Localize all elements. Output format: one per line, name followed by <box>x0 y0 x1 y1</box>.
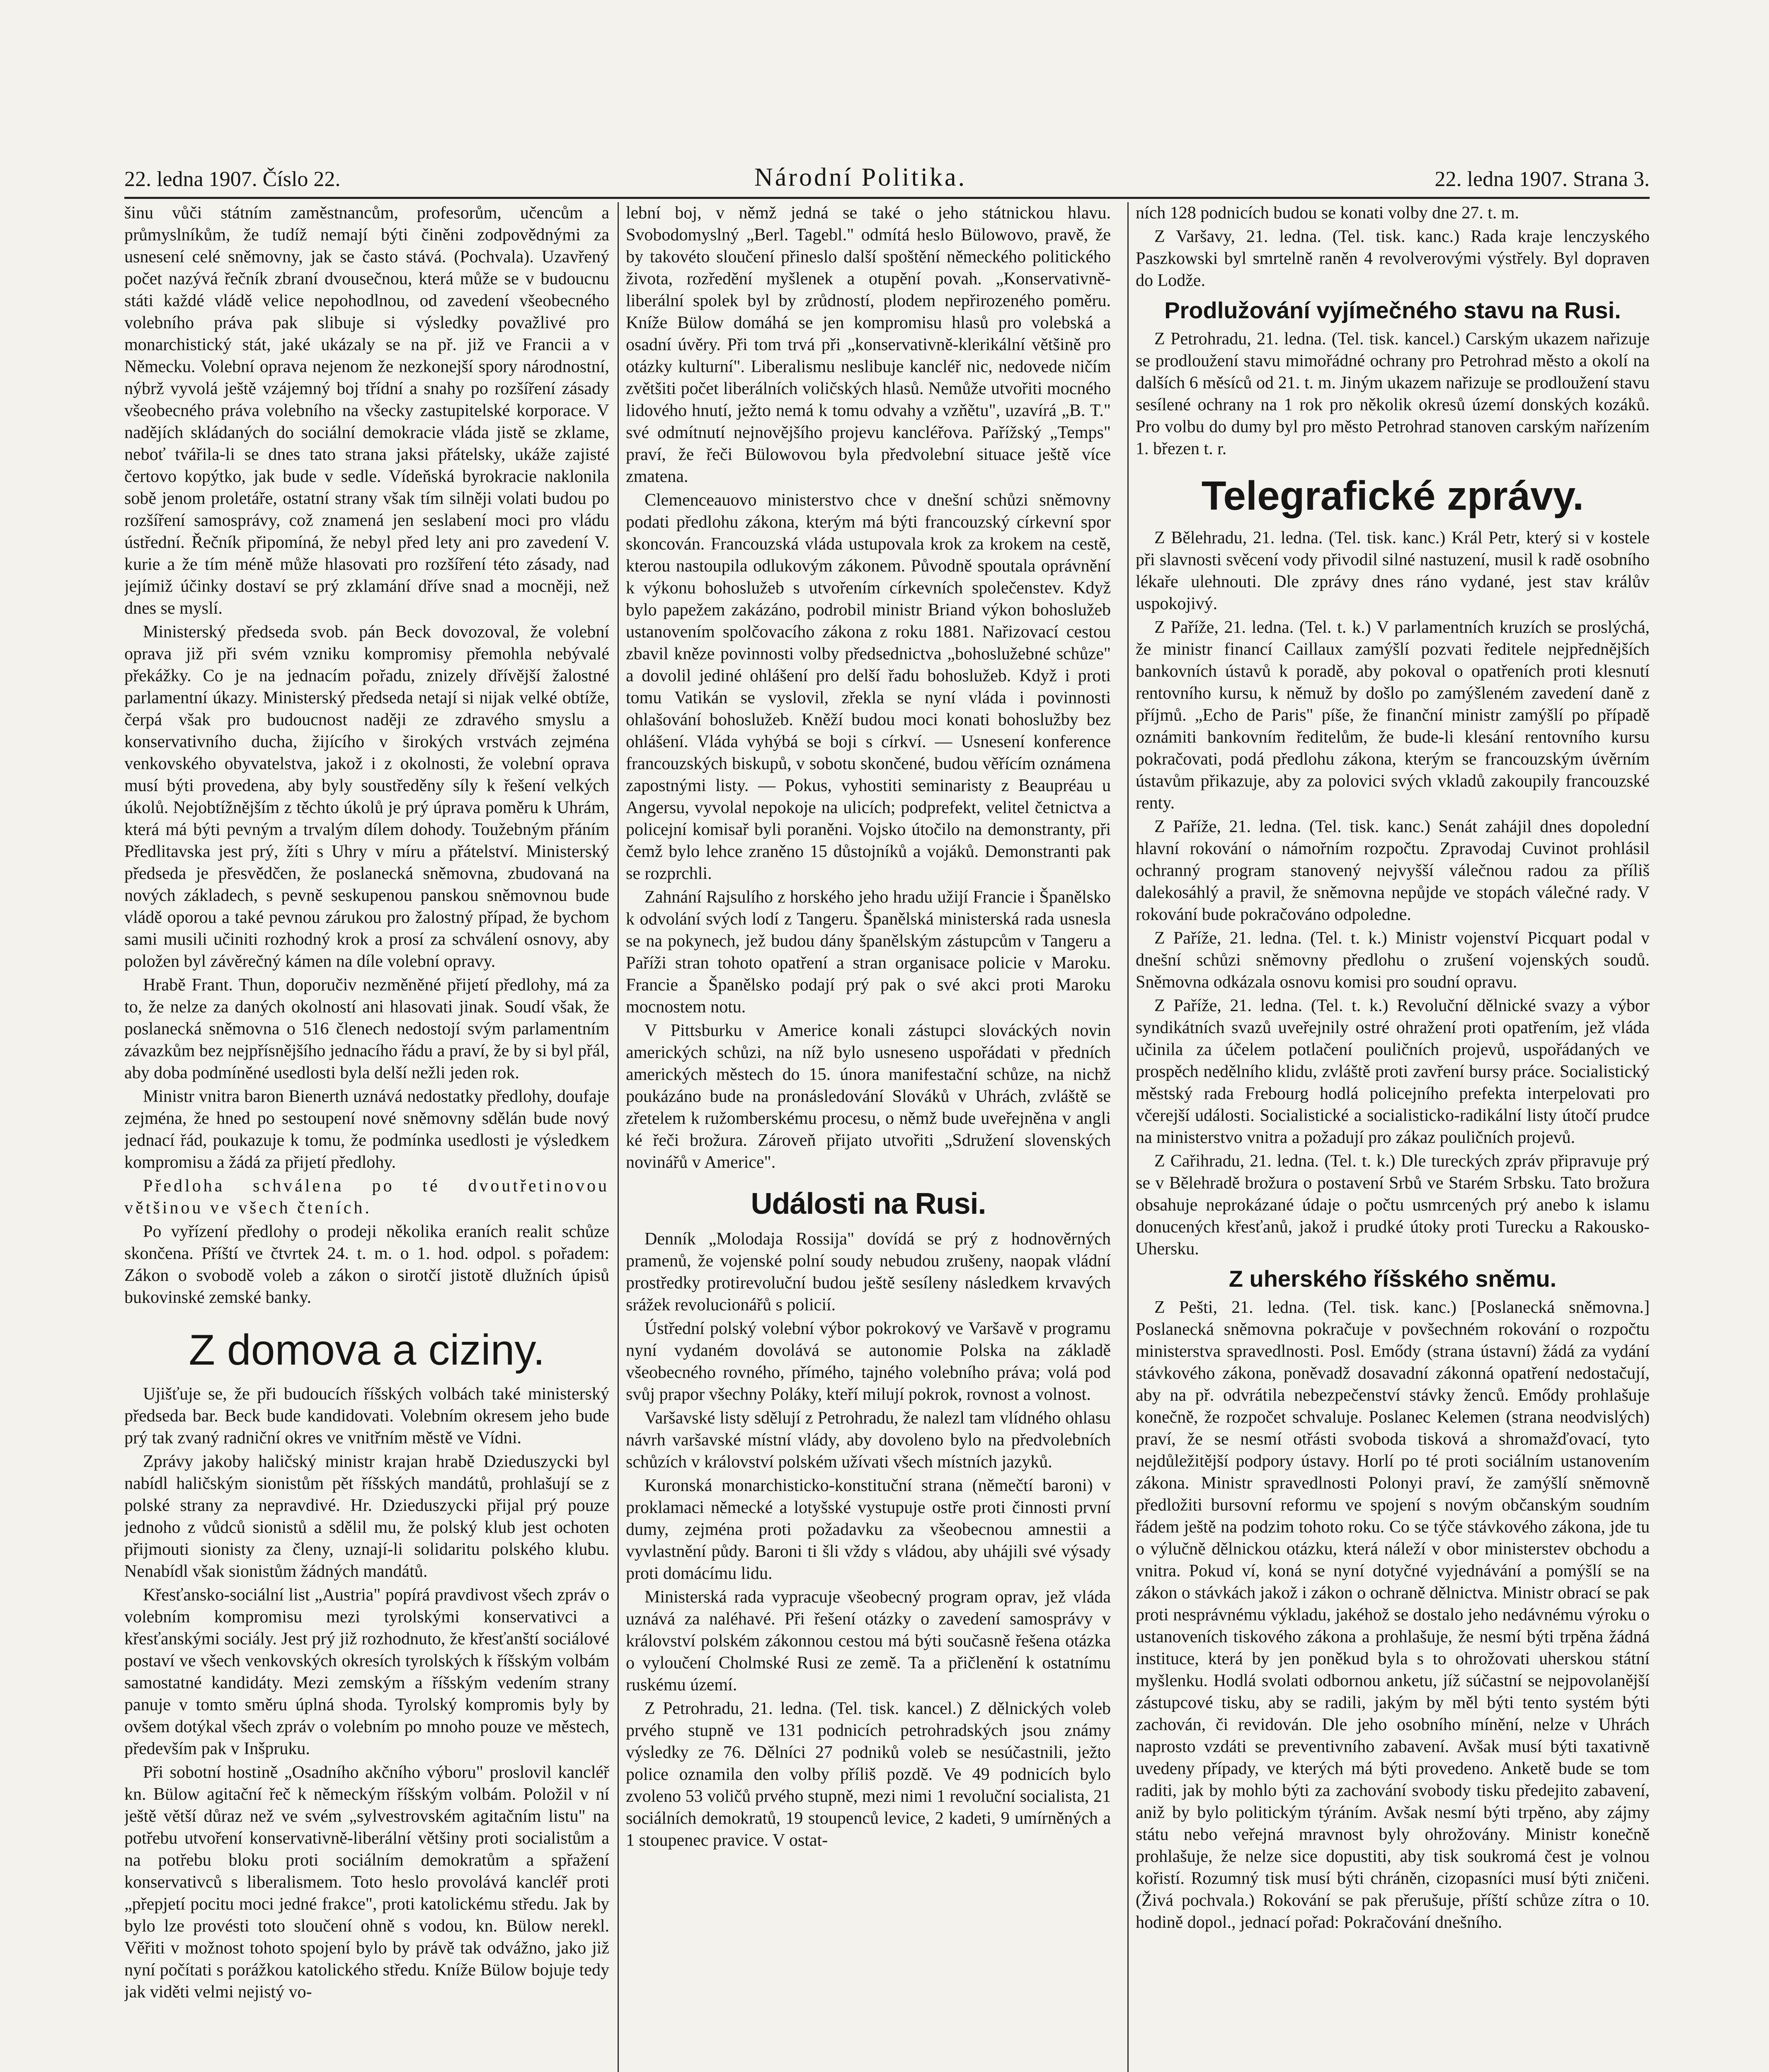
article-paragraph: Z Varšavy, 21. ledna. (Tel. tisk. kanc.) Rada kraje lenczyského Paszkowski byl smrtelně raněn 4 revolverovými výstřely. Byl dopraven do Lodže. <box>1136 227 1650 290</box>
column-rule <box>618 202 619 2072</box>
article-paragraph: Clemenceauovo ministerstvo chce v dnešní schůzi sněmovny podati předlohu zákona, kterým má býti francouzský církevní spor skoncován. Francouzská vláda ustupovala krok za krokem na cestě, kterou nastoupila odlukovým zákonem. Původně spoutala oprávnění k výkonu bohoslužeb s utvořením církevních společenstev. Když bylo papežem zakázáno, podrobil ministr Briand výkon bohoslužeb ustanovením spolčovacího zákona z roku 1881. Nařizovací cestou zbavil kněze povinnosti volby předsednictva „bohoslužebné schůze" a dovolil jediné ohlášení pro delší řadu bohoslužeb. Když i proti tomu Vatikán se vyslovil, zřekla se nyní vláda i povinnosti ohlašování bohoslužeb. Kněží budou moci konati bohoslužby bez ohlášení. Vláda vyhýbá se boji s církví. — Usnesení konference francouzských biskupů, v sobotu skončené, budou věřícím oznámena zapostnými listy. — Pokus, vyhostiti seminaristy z Beaupréau u Angersu, vyvolal nepokoje na ulicích; podprefekt, velitel četnictva a policejní komisař byli poraněni. Vojsko útočilo na demonstranty, při čemž bylo lehce zraněno 15 důstojníků a vojáků. Demonstranti pak se rozprchli. <box>626 491 1111 883</box>
article-paragraph: Po vyřízení předlohy o prodeji několika eraních realit schůze skončena. Příští ve čtvrtek 24. t. m. o 1. hod. odpol. s pořadem: Zákon o svobodě voleb a zákon o sirotčí jistotě dlužních úpisů bukovinské zemské banky. <box>124 1222 609 1307</box>
article-paragraph: Zahnání Rajsulího z horského jeho hradu užijí Francie i Španělsko k odvolání svých lodí z Tangeru. Španělská ministerská rada usnesla se na pokynech, jež budou dány španělským zástupcům v Tangeru a Paříži stran tohoto opatření a stran organisace policie v Maroku. Francie a Španělsko podají prý pak o své akci proti Maroku mocnostem notu. <box>626 888 1111 1017</box>
column-1 <box>124 202 609 2072</box>
article-paragraph: V Pittsburku v Americe konali zástupci slováckých novin amerických schůzi, na níž bylo usneseno uspořádati v předních amerických městech do 15. února manifestační schůze, na nichž poukázáno bude na pronásledování Slováků v Uhrách, zvláště se zřetelem k ružomberskému procesu, o němž bude uveřejněna v angli ké řeči brožura. Zároveň přijato utvořiti „Sdružení slovenských novinářů v Americe". <box>626 1021 1111 1172</box>
article-paragraph: Z Paříže, 21. ledna. (Tel. t. k.) V parlamentních kruzích se proslýchá, že ministr financí Caillaux zamýšlí pozvati ředitele nejpřednějších bankovních ústavů k poradě, aby pokoval o opatřeních proti klesnutí rentovního kursu, k němuž by došlo po zamýšleném zavedení daně z příjmů. „Echo de Paris" píše, že finanční ministr zamýšlí po případě oznámiti bankovním ředitelům, že bude-li klesání rentovního kursu pokračovati, podá předlohu zákona, kterým se francouzským úvěrním ústavům přikazuje, aby za polovici svých vkladů zakoupily francouzské renty. <box>1136 618 1650 813</box>
header-date-page: 22. ledna 1907. Strana 3. <box>1435 167 1650 191</box>
section-heading: Prodlužování vyjímečného stavu na Rusi. <box>1164 297 1621 323</box>
article-paragraph: šinu vůči státním zaměstnancům, profesorům, učencům a průmyslníkům, že tudíž nemají býti činěni zodpovědnými za usnesení celé sněmovny, jak se často stává. (Pochvala). Uzavřený počet nazývá řečník zbraní dvousečnou, která může se v budoucnu státi každé vládě velice nepohodlnou, od zavedení všeobecného volebního práva pak slibuje si výsledky považlivé pro monarchistický stát, jaké ukázaly se na př. již ve Francii a v Německu. Volební oprava nejenom že nezkonejší spory národnostní, nýbrž vyvolá ještě vzájemný boj třídní a snahy po rozšíření zásady všeobecného práva volebního na všecky zastupitelské korporace. V nadějích skládaných do sociální demokracie vláda jistě se zklame, neboť tvářila-li se dnes tato strana jaksi přátelsky, ukáže zajisté čertovo kopýtko, jak bude v sedle. Vídeňská byrokracie naklonila sobě jenom proletáře, ostatní strany však tím silněji volati budou po rozšíření samosprávy, což znamená jen seslabení moci pro vládu ústřední. Řečník připomíná, že nebyl před lety ani pro zavedení V. kurie a že tím méně může hlasovati pro rozšíření této zásady, nad jejímiž účinky dostaví se prý zklamání dříve snad a mocněji, než dnes se myslí. <box>124 203 609 618</box>
column-rule <box>1127 202 1129 2072</box>
article-paragraph: Z Paříže, 21. ledna. (Tel. t. k.) Revoluční dělnické svazy a výbor syndikátních svazů uveřejnily ostré ohražení proti opatřením, jež vláda učinila za účelem potlačení pouličních projevů, uspořádaných ve prospěch nedělního klidu, zvláště proti zavření bursy práce. Socialistický městský rada Frebourg hodlá policejního prefekta interpelovati pro včerejší události. Socialistické a socialisticko-radikální listy útočí prudce na ministerstvo vnitra a požadují pro zákaz pouličních projevů. <box>1136 996 1650 1147</box>
article-paragraph: Z Paříže, 21. ledna. (Tel. tisk. kanc.) Senát zahájil dnes dopolední hlavní rokování o námořním rozpočtu. Zpravodaj Cuvinot prohlásil ochranný program stanovený nejvyšší válečnou radou za příliš dalekosáhlý a pravil, že sněmovna nepůjde ve stopách válečné rady. V rokování bude pokračováno odpoledne. <box>1136 817 1650 924</box>
header-date-issue: 22. ledna 1907. Číslo 22. <box>124 167 341 191</box>
article-paragraph: Při sobotní hostině „Osadního akčního výboru" proslovil kancléř kn. Bülow agitační řeč k německým říšským volbám. Položil v ní ještě větší důraz než ve svém „sylvestrovském agitačním listu" na potřebu utvoření konservativně-liberální většiny proti socialistům a na potřebu bloku proti sociálním demokratům a spřažení konservativců s liberalismem. Toto heslo provolává kancléř proti „přepjetí pocitu moci jedné frakce", proti katolickému středu. Jak by bylo lze provésti toto sloučení ohně s vodou, kn. Bülow nerekl. Věřiti v možnost tohoto spojení bylo by právě tak odvážno, jako již nyní počítati s porážkou katolického středu. Kníže Bülow bojuje tedy jak viděti velmi nejistý vo- <box>124 1763 609 2002</box>
article-paragraph: ních 128 podnicích budou se konati volby dne 27. t. m. <box>1136 203 1519 223</box>
article-paragraph: lební boj, v němž jedná se také o jeho státnickou hlavu. Svobodomyslný „Berl. Tagebl." odmítá heslo Bülowovo, pravě, že by takovéto sloučení přineslo další spoštění německého politického života, rozředění myšlenek a otupění povah. „Konservativně-liberální spolek byl by zrůdností, plodem nepřirozeného poměru. Kníže Bülow domáhá se jen kompromisu hlasů pro volebská a osadní úvěry. Při tom trvá při „konservativně-klerikální většině pro otázky kulturní". Liberalismu neslibuje kancléř nic, nedovede ničím zvětšiti počet liberálních voličských hlasů. Nemůže utvořiti mocného lidového hnutí, ježto nemá k tomu odvahy a vzňětu", uzavírá „B. T." své odmítnutí nejnovějšího projevu kancléřova. Pařížský „Temps" praví, že řeči Bülowovou byla předvolební situace ještě více zmatena. <box>626 203 1111 486</box>
section-heading: Události na Rusi. <box>751 1187 986 1220</box>
article-paragraph: Předloha schválena po té dvoutřetinovou většinou ve všech čteních. <box>124 1176 609 1218</box>
article-paragraph: Z Pešti, 21. ledna. (Tel. tisk. kanc.) [Poslanecká sněmovna.] Poslanecká sněmovna pokračuje v povšechném rokování o rozpočtu ministerstva spravedlnosti. Posl. Emődy (strana ústavní) žádá za vydání stávkového zákona, poněvadž dosavadní zákonná opatření nedostačují, aby na př. odvrátila nebezpečenství stávky ženců. Emődy prohlašuje konečně, že rozpočet schvaluje. Poslanec Kelemen (strana neodvislých) praví, že se nesmí otřásti svoboda tisková a shromažďovací, tyto nejdůležitější podpory ústavy. Horlí po té proti sociálním ustanovením zákona. Ministr spravedlnosti Polonyi praví, že zamýšlí sněmovně předložiti bursovní reformu ve spojení s novým občanským soudním řádem ještě na podzim tohoto roku. Co se týče stávkového zákona, jde tu o výlučně dělnickou otázku, která náleží v obor ministerstev obchodu a vnitra. Pokud ví, koná se nyní dotyčné vyjednávání a pomýšlí se na zákon o stávkách jakož i zákon o ochraně dělnictva. Ministr obrací se pak proti nesprávnému výkladu, jakéhož se dostalo jeho nedávnému výroku o ustanoveních tiskového zákona a prohlašuje, že nesmí býti trpěna žádná instituce, která by jen poněkud byla s to ohrožovati uherskou státní myšlenku. Hodlá svolati odbornou anketu, jíž súčastní se nejpovolanější zástupcové tisku, aby se radili, jakým by měl býti tento systém býti zachován, či revidován. Dle jeho osobního mínění, nelze v Uhrách naprosto vzdáti se preventivního zabavení. Avšak musí býti taxativně uvedeny případy, ve kterých má býti provedeno. Anketě bude se tom raditi, jak by mohlo býti za zachování svobody tisku předejito zabavení, aniž by bylo politickým týráním. Avšak nesmí býti trpěno, aby zájmy státu nebo veřejná mravnost byly ohrožovány. Ministr konečně prohlašuje, že nelze sice dopustiti, aby tisk soukromá čest je volnou kořistí. Rozumný tisk musí býti chráněn, cizopasníci musí býti zničeni. (Živá pochvala.) Rokování se pak přerušuje, příští schůze zítra o 10. hodině dopol., jednací pořad: Pokračování dnešního. <box>1136 1298 1650 1932</box>
article-paragraph: Kuronská monarchisticko-konstituční strana (němečtí baroni) v proklamaci německé a lotyšské vystupuje ostře proti činnosti první dumy, zejména proti požadavku za všeobecnou amnestii a vyvlastnění půdy. Baroni ti šli vždy s vládou, aby uhájili své výsady proti domácímu lidu. <box>626 1476 1111 1583</box>
page-header <box>124 160 1650 197</box>
section-heading: Z domova a ciziny. <box>189 1326 545 1374</box>
masthead-title: Národní Politika. <box>754 163 967 191</box>
article-paragraph: Varšavské listy sdělují z Petrohradu, že nalezl tam vlídného ohlasu návrh varšavské místní vlády, aby dovoleno bylo na předvolebních schůzích v království polském užívati všech místních jazyků. <box>626 1409 1111 1472</box>
column-3 <box>1136 202 1650 2072</box>
article-paragraph: Hrabě Frant. Thun, doporučiv nezměněné přijetí předlohy, má za to, že nelze za daných okolností ani hlasovati jinak. Soudí však, že poslanecká sněmovna o 516 členech nedostojí svým parlamentním závazkům bez nejpřísnějšího jednacího řádu a praví, že by si byl přál, aby doba podmíněné usedlosti byla delší nežli jeden rok. <box>124 975 609 1082</box>
article-paragraph: Ústřední polský volební výbor pokrokový ve Varšavě v programu nyní vydaném dovolává se autonomie Polska na základě všeobecného rovného, přímého, tajného volebního práva; volá pod svůj prapor všechny Poláky, kteří milují pokrok, rovnost a volnost. <box>626 1319 1111 1404</box>
section-heading: Telegrafické zprávy. <box>1201 473 1584 518</box>
column-2 <box>626 202 1111 2072</box>
article-paragraph: Ministr vnitra baron Bienerth uznává nedostatky předlohy, doufaje zejména, že hned po sestoupení nové sněmovny sdělán bude nový jednací řád, poukazuje k tomu, že podmínka usedlosti je výsledkem kompromisu a žádá za přijetí předlohy. <box>124 1087 609 1172</box>
article-paragraph: Ujišťuje se, že při budoucích říšských volbách také ministerský předseda bar. Beck bude kandidovati. Volebním okresem jeho bude prý tak zvaný radniční okres ve vnitřním městě ve Vídni. <box>124 1385 609 1447</box>
article-paragraph: Z Petrohradu, 21. ledna. (Tel. tisk. kancel.) Z dělnických voleb prvého stupně ve 131 podnicích petrohradských jsou známy výsledky ze 76. Dělníci 27 podniků voleb se nesúčastnili, ježto police oznamila den volby příliš pozdě. Ve 49 podnicích bylo zvoleno 53 voličů prvého stupně, mezi nimi 1 revoluční socialista, 21 sociálních demokratů, 19 stoupenců levice, 2 kadeti, 9 umírněných a 1 stoupenec pravice. V ostat- <box>626 1699 1111 1850</box>
article-paragraph: Z Bělehradu, 21. ledna. (Tel. tisk. kanc.) Král Petr, který si v kostele při slavnosti svěcení vody přivodil silné nastuzení, musil k radě osobního lékaře ulehnouti. Dle zprávy dnes ráno vydané, jest stav králův uspokojivý. <box>1136 528 1650 613</box>
article-paragraph: Z Cařihradu, 21. ledna. (Tel. t. k.) Dle tureckých zpráv připravuje prý se v Bělehradě brožura o postavení Srbů ve Starém Srbsku. Tato brožura obsahuje neprokázané údaje o počtu usmrcených prý anebo k islamu donucených křesťanů, jakož i prudké útoky proti Turecku a Rakousko-Uhersku. <box>1136 1152 1650 1259</box>
article-paragraph: Zprávy jakoby haličský ministr krajan hrabě Dzieduszycki byl nabídl haličským sionistům pět říšských mandátů, prohlašují se z polské strany za nepravdivé. Hr. Dzieduszycki přijal prý pouze jednoho z vůdců sionistů a sdělil mu, že polský klub jest ochoten přijmouti sionisty za členy, uznají-li solidaritu polského klubu. Nenabídl však sionistům žádných mandátů. <box>124 1452 609 1581</box>
article-paragraph: Křesťansko-sociální list „Austria" popírá pravdivost všech zpráv o volebním kompromisu mezi tyrolskými konservativci a křesťanskými sociály. Jest prý již rozhodnuto, že křesťanští sociálové postaví ve všech venkovských okresích tyrolských k říšským volbám samostatné kandidáty. Mezi zemským a říšským vedením strany panuje v tomto směru úplná shoda. Tyrolský kompromis byly by ovšem dotýkal všech zpráv o volebním po mnoho pouze ve městech, především pak v Inšpruku. <box>124 1585 609 1758</box>
section-heading: Z uherského říšského sněmu. <box>1229 1266 1557 1292</box>
article-paragraph: Z Petrohradu, 21. ledna. (Tel. tisk. kancel.) Carským ukazem nařizuje se prodloužení stavu mimořádné ochrany pro Petrohrad město a okolí na dalších 6 měsíců od 21. t. m. Jiným ukazem nařizuje se prodloužení stavu sesílené ochrany na 1 rok pro několik okresů území donských kozáků. Pro volbu do dumy byl pro město Petrohrad stanoven carským nařízením 1. březen t. r. <box>1136 329 1650 458</box>
article-paragraph: Z Paříže, 21. ledna. (Tel. t. k.) Ministr vojenství Picquart podal v dnešní schůzi sněmovny předlohu o zrušení vojenských soudů. Sněmovna odkázala osnovu komisi pro soudní opravu. <box>1136 929 1650 992</box>
article-paragraph: Ministerská rada vypracuje všeobecný program oprav, jež vláda uznává za naléhavé. Při řešení otázky o zavedení samosprávy v království polském zákonnou cestou má býti současně řešena otázka o vyloučení Cholmské Rusi ze země. Ta a přičlenění k ostatnímu ruskému území. <box>626 1588 1111 1694</box>
article-paragraph: Ministerský předseda svob. pán Beck dovozoval, že volební oprava již při svém vzniku kompromisy přemohla nebývalé překážky. Co je na jednacím pořadu, znizely dřívější žalostné parlamentní úkazy. Ministerský předseda netají si nijak velké obtíže, čerpá však pro budoucnost naději ze zdravého smyslu a konservativního ducha, žijícího v širokých vrstvách zejména venkovského obyvatelstva, jakož i z okolnosti, že volební oprava musí býti provedena, aby byly soustředěny síly k řešení velkých úkolů. Nejobtížnějším z těchto úkolů je prý úprava poměru k Uhrám, která má býti pevným a trvalým dílem dohody. Toužebným přáním Předlitavska jest prý, žíti s Uhry v míru a přátelství. Ministerský předseda je přesvědčen, že poslanecká sněmovna, zbudovaná na nových základech, s pevně seskupenou panskou sněmovnou bude vládě oporou a také pevnou zárukou pro žalostný případ, že bychom sami musili učiniti rozhodný krok a prosí za schválení osnovy, aby položen byl závěrečný kámen na díle volební opravy. <box>124 622 609 971</box>
article-paragraph: Denník „Molodaja Rossija" dovídá se prý z hodnověrných pramenů, že vojenské polní soudy nebudou zrušeny, naopak vládní prostředky protirevoluční budou ještě sesíleny následkem krvavých srážek revolucionářů s policií. <box>626 1230 1111 1314</box>
header-rule <box>124 197 1650 199</box>
